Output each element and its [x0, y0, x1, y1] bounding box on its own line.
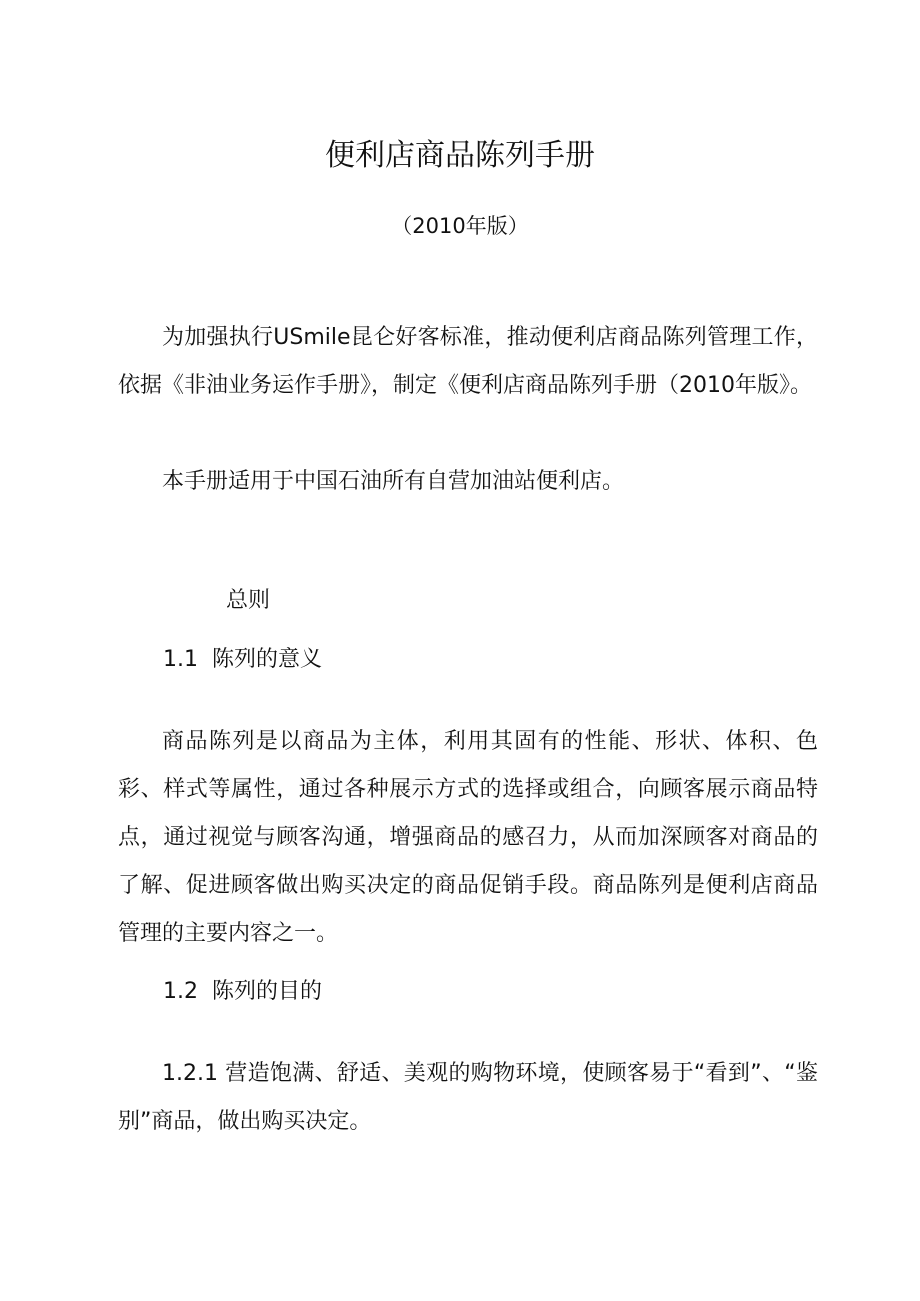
document-title: 便利店商品陈列手册 — [325, 138, 595, 173]
section-heading-1-1: 1.1 陈列的意义 — [163, 647, 322, 672]
edition-label: （2010年版） — [391, 214, 529, 238]
intro-paragraph: 为加强执行USmile昆仑好客标准，推动便利店商品陈列管理工作，依据《非油业务运作手册》，制定《便利店商品陈列手册（2010年版》。 — [118, 325, 818, 398]
item-1-2-1: 1.2.1 营造饱满、舒适、美观的购物环境，使顾客易于“看到”、“鉴别”商品，做出购买决定。 — [118, 1061, 818, 1134]
chapter-heading: 总则 — [226, 588, 271, 613]
section-1-1-body: 商品陈列是以商品为主体，利用其固有的性能、形状、体积、色彩、样式等属性，通过各种展示方式的选择或组合，向顾客展示商品特点，通过视觉与顾客沟通，增强商品的感召力，从而加深顾客对商品的了解、促进顾客做出购买决定的商品促销手段。商品陈列是便利店商品管理的主要内容之一。 — [118, 729, 818, 946]
section-heading-1-2: 1.2 陈列的目的 — [163, 979, 322, 1004]
scope-paragraph: 本手册适用于中国石油所有自营加油站便利店。 — [162, 469, 625, 494]
